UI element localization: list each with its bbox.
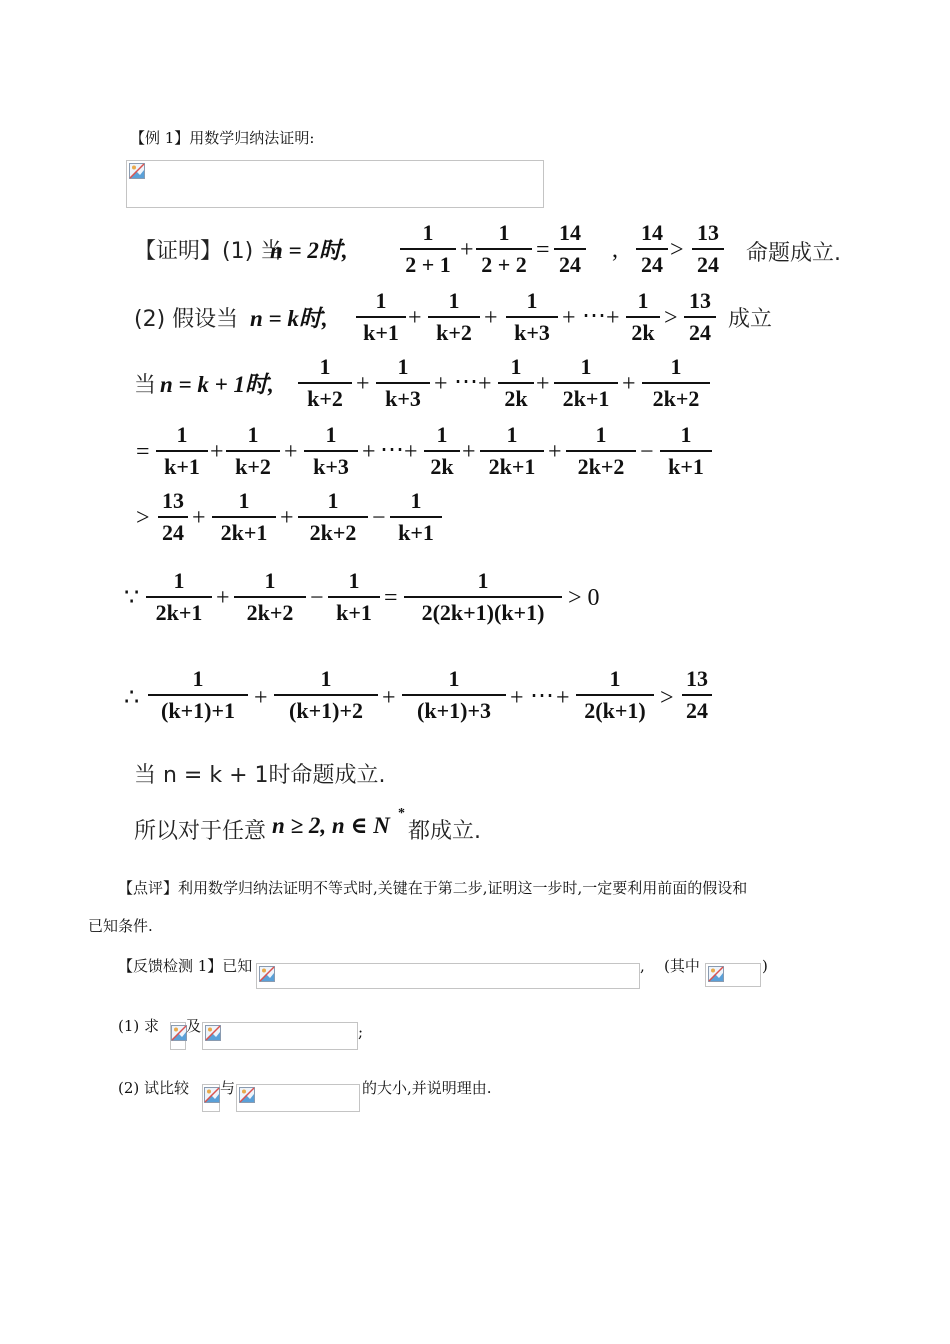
plus-sign: + <box>478 371 492 397</box>
fraction: 1 (k+1)+2 <box>274 666 378 724</box>
formula-image-placeholder <box>170 1022 186 1050</box>
proof-line9-sup: * <box>398 806 405 821</box>
proof-step1-end: 命题成立. <box>746 241 841 266</box>
minus-sign: − <box>640 439 654 465</box>
fraction: 1 2k+2 <box>642 354 710 412</box>
plus-sign: + <box>434 371 448 397</box>
fraction: 14 24 <box>554 220 586 278</box>
fraction: 1 2k <box>498 354 534 412</box>
plus-sign: + <box>556 685 570 711</box>
plus-sign: + <box>210 439 224 465</box>
example-heading: 【例 1】用数学归纳法证明: <box>130 129 315 147</box>
proof-line9-b: n ≥ 2, n ∈ N <box>272 813 390 838</box>
feedback-paren-close: ) <box>762 957 768 975</box>
gt-sign: > <box>664 305 678 331</box>
fraction: 1 2(2k+1)(k+1) <box>404 568 562 626</box>
fraction: 1 2k+1 <box>212 488 276 546</box>
comment-line2: 已知条件. <box>88 917 153 935</box>
fraction: 13 24 <box>684 288 716 346</box>
fraction: 13 24 <box>682 666 712 724</box>
equals-sign: = <box>136 439 150 465</box>
fraction: 1 k+1 <box>156 422 208 480</box>
line3-cond: n = k + 1时, <box>160 372 274 397</box>
feedback-heading: 【反馈检测 1】已知 <box>118 957 253 975</box>
fraction: 1 (k+1)+1 <box>148 666 248 724</box>
broken-image-icon <box>129 163 145 179</box>
fraction: 1 2k+2 <box>234 568 306 626</box>
cdots: ⋯ <box>454 369 478 395</box>
fraction: 1 k+1 <box>390 488 442 546</box>
proof-step1-cond: n = 2时, <box>270 238 348 263</box>
fraction: 13 24 <box>692 220 724 278</box>
equals-sign: = <box>384 585 398 611</box>
cdots: ⋯ <box>582 303 606 329</box>
feedback-paren-open: (其中 <box>664 957 700 975</box>
gt-sign: > <box>670 237 684 263</box>
plus-sign: + <box>460 237 474 263</box>
gt-sign: > <box>136 505 150 531</box>
plus-sign: + <box>254 685 268 711</box>
broken-image-icon <box>204 1087 220 1103</box>
formula-image-placeholder <box>126 160 544 208</box>
plus-sign: + <box>622 371 636 397</box>
fraction: 14 24 <box>636 220 668 278</box>
cdots: ⋯ <box>530 683 554 709</box>
feedback-q1-end: ; <box>358 1023 364 1041</box>
minus-sign: − <box>372 505 386 531</box>
broken-image-icon <box>171 1025 187 1041</box>
fraction: 1 2k <box>424 422 460 480</box>
fraction: 1 2k+1 <box>146 568 212 626</box>
proof-line9-c: 都成立. <box>408 819 481 844</box>
plus-sign: + <box>192 505 206 531</box>
line3-label: 当 <box>134 373 157 398</box>
formula-image-placeholder <box>705 963 761 987</box>
proof-step2-cond: n = k时, <box>250 306 328 331</box>
plus-sign: + <box>536 371 550 397</box>
fraction: 1 2k+2 <box>298 488 368 546</box>
broken-image-icon <box>708 966 724 982</box>
fraction: 1 k+1 <box>660 422 712 480</box>
feedback-comma: , <box>640 957 645 975</box>
feedback-q2-mid: 与 <box>220 1079 236 1097</box>
fraction: 1 2k+1 <box>480 422 544 480</box>
feedback-q1-label: (1) 求 <box>118 1017 160 1035</box>
plus-sign: + <box>284 439 298 465</box>
fraction: 1 k+1 <box>356 288 406 346</box>
plus-sign: + <box>510 685 524 711</box>
proof-step2-label: (2) 假设当 <box>134 307 239 332</box>
fraction: 1 k+3 <box>506 288 558 346</box>
proof-step2-end: 成立 <box>728 307 773 332</box>
plus-sign: + <box>408 305 422 331</box>
fraction: 1 k+2 <box>226 422 280 480</box>
feedback-q2-end: 的大小,并说明理由. <box>362 1079 492 1097</box>
because-symbol: ∵ <box>124 585 140 611</box>
fraction: 1 2(k+1) <box>576 666 654 724</box>
cdots: ⋯ <box>380 437 404 463</box>
formula-image-placeholder <box>236 1084 360 1112</box>
plus-sign: + <box>356 371 370 397</box>
fraction: 1 2k+1 <box>554 354 618 412</box>
proof-step1-label: 【证明】(1) 当 <box>134 239 283 264</box>
plus-sign: + <box>562 305 576 331</box>
fraction: 1 k+2 <box>428 288 480 346</box>
plus-sign: + <box>216 585 230 611</box>
proof-line8: 当 n = k + 1时命题成立. <box>134 763 386 788</box>
fraction: 1 k+1 <box>328 568 380 626</box>
plus-sign: + <box>548 439 562 465</box>
fraction: 1 2k+2 <box>566 422 636 480</box>
fraction: 1 k+3 <box>304 422 358 480</box>
plus-sign: + <box>462 439 476 465</box>
formula-image-placeholder <box>202 1084 220 1112</box>
comment-line1: 【点评】利用数学归纳法证明不等式时,关键在于第二步,证明这一步时,一定要利用前面的假设和 <box>118 879 748 897</box>
plus-sign: + <box>606 305 620 331</box>
broken-image-icon <box>239 1087 255 1103</box>
proof-line9-a: 所以对于任意 <box>134 819 267 844</box>
broken-image-icon <box>205 1025 221 1041</box>
minus-sign: − <box>310 585 324 611</box>
broken-image-icon <box>259 966 275 982</box>
fraction: 1 (k+1)+3 <box>402 666 506 724</box>
plus-sign: + <box>280 505 294 531</box>
plus-sign: + <box>362 439 376 465</box>
plus-sign: + <box>382 685 396 711</box>
fraction: 1 2 + 2 <box>476 220 532 278</box>
fraction: 1 k+3 <box>376 354 430 412</box>
plus-sign: + <box>484 305 498 331</box>
feedback-q1-mid: 及 <box>186 1017 202 1035</box>
formula-image-placeholder <box>202 1022 358 1050</box>
fraction: 1 k+2 <box>298 354 352 412</box>
fraction: 13 24 <box>158 488 188 546</box>
line6-end: > 0 <box>568 585 600 611</box>
gt-sign: > <box>660 685 674 711</box>
fraction: 1 2k <box>626 288 660 346</box>
formula-image-placeholder <box>256 963 640 989</box>
plus-sign: + <box>404 439 418 465</box>
feedback-q2-label: (2) 试比较 <box>118 1079 190 1097</box>
equals-sign: = <box>536 237 550 263</box>
therefore-symbol: ∴ <box>124 685 140 711</box>
fraction: 1 2 + 1 <box>400 220 456 278</box>
